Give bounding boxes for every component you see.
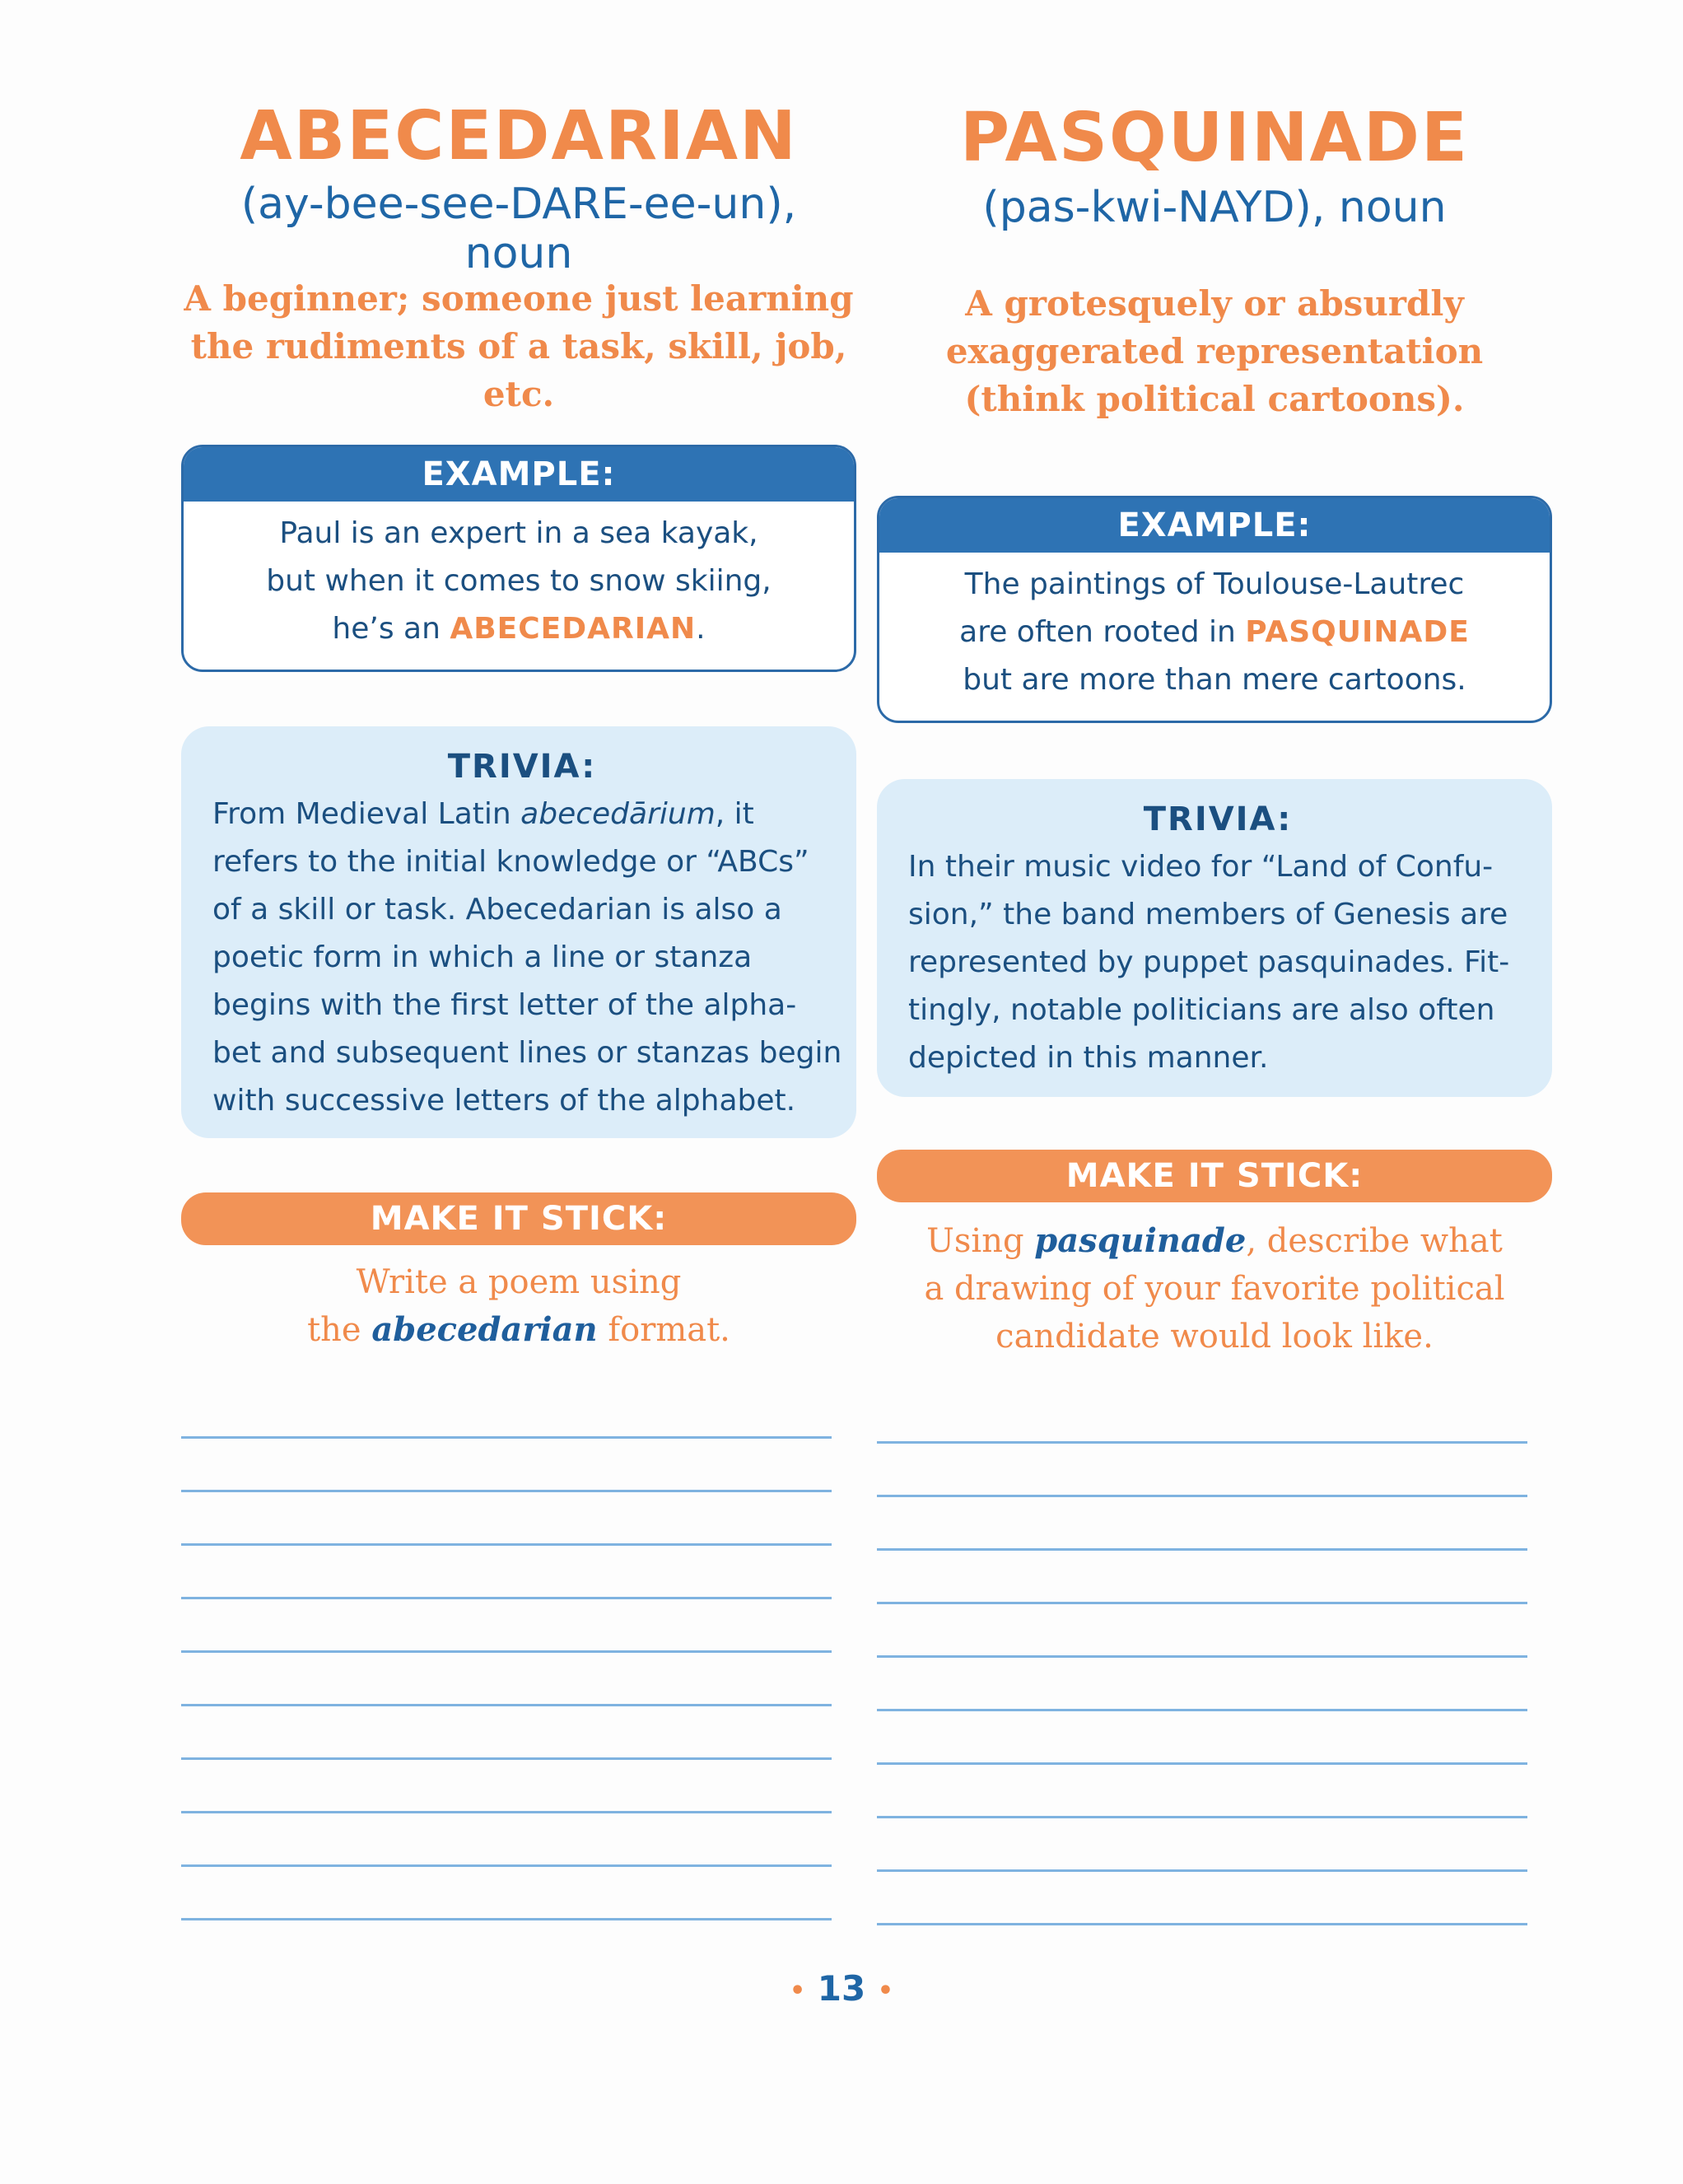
example-line [203,605,834,653]
example-heading: EXAMPLE: [879,498,1550,553]
trivia-line-text: From Medieval Latin [212,797,521,831]
writing-line[interactable] [181,1543,832,1546]
example-line [899,609,1530,656]
example-line-end: . [696,612,706,646]
trivia-line [212,791,832,838]
writing-line[interactable] [877,1816,1527,1818]
trivia-line: sion,” the band members of Genesis are [908,898,1508,931]
writing-line[interactable] [877,1762,1527,1765]
example-line: Paul is an expert in a sea kayak, [279,516,758,550]
prompt-line: Write a poem using [356,1263,682,1301]
example-box [181,445,856,672]
page-number-dot: • [877,1976,894,2005]
example-text [184,502,854,663]
make-it-stick-prompt [877,1217,1552,1360]
definition-line: A beginner; someone just learning [184,278,854,319]
make-it-stick-heading: MAKE IT STICK: [181,1192,856,1245]
trivia-heading: TRIVIA: [1143,800,1293,838]
trivia-line: tingly, notable politicians are also often [908,993,1495,1027]
prompt-line-text: format. [597,1311,730,1349]
trivia-line: refers to the initial knowledge or “ABCs” [212,845,809,879]
make-it-stick-prompt [181,1258,856,1354]
writing-line[interactable] [877,1869,1527,1872]
definition-line: (think political cartoons). [964,379,1465,419]
trivia-box [181,726,856,1138]
prompt-line [877,1217,1552,1265]
writing-line[interactable] [181,1864,832,1867]
page-number-dot: • [789,1976,806,2005]
vocab-word: abecedarian [371,1310,598,1349]
trivia-box [877,779,1552,1097]
writing-line[interactable] [877,1495,1527,1497]
writing-line[interactable] [877,1548,1527,1551]
example-line-text: he’s an [332,612,450,646]
example-line-text: are often rooted in [959,615,1246,649]
entry-pronunciation: (ay-bee-see-DARE-ee-un), noun [240,180,797,278]
highlighted-word: ABECEDARIAN [450,612,697,646]
example-box [877,496,1552,723]
prompt-line-text: the [307,1311,372,1349]
trivia-text [908,843,1527,1082]
page-number-value: 13 [817,1968,866,2009]
writing-line[interactable] [181,1436,832,1439]
definition-line: the rudiments of a task, skill, job, etc. [190,326,847,414]
entry-definition [181,275,856,418]
latin-term: abecedārium [520,797,716,831]
writing-line[interactable] [877,1923,1527,1925]
example-line: but when it comes to snow skiing, [266,564,772,598]
trivia-line: with successive letters of the alphabet. [212,1084,796,1118]
trivia-line-text: , it [715,797,754,831]
prompt-line: a drawing of your favorite political [924,1270,1505,1308]
writing-line[interactable] [181,1597,832,1599]
page-number [0,1968,1683,2009]
writing-line[interactable] [877,1709,1527,1711]
vocab-word: pasquinade [1034,1221,1247,1260]
example-heading: EXAMPLE: [184,447,854,502]
entry-word: PASQUINADE [959,99,1470,177]
writing-line[interactable] [877,1655,1527,1658]
make-it-stick-heading: MAKE IT STICK: [877,1150,1552,1202]
prompt-line-text: Using [926,1222,1035,1260]
prompt-line-text: , describe what [1246,1222,1503,1260]
entry-pronunciation: (pas-kwi-NAYD), noun [982,183,1447,232]
definition-line: A grotesquely or absurdly [965,283,1464,324]
writing-line[interactable] [181,1490,832,1492]
trivia-line: of a skill or task. Abecedarian is also a [212,893,782,926]
trivia-line: bet and subsequent lines or stanzas begin [212,1036,842,1070]
writing-line[interactable] [181,1757,832,1760]
trivia-heading: TRIVIA: [447,748,597,786]
example-line: The paintings of Toulouse-Lautrec [964,567,1465,601]
trivia-text [212,791,842,1125]
prompt-line: candidate would look like. [995,1318,1434,1356]
trivia-line: depicted in this manner. [908,1041,1269,1075]
trivia-line: represented by puppet pasquinades. Fit- [908,945,1510,979]
prompt-line [181,1306,856,1354]
writing-line[interactable] [181,1811,832,1813]
writing-line[interactable] [877,1602,1527,1604]
writing-line[interactable] [877,1441,1527,1444]
entry-word: ABECEDARIAN [240,97,798,175]
writing-line[interactable] [181,1650,832,1653]
trivia-line: begins with the first letter of the alpha- [212,988,797,1022]
entry-definition [877,280,1552,423]
writing-line[interactable] [181,1704,832,1706]
definition-line: exaggerated representation [945,331,1484,371]
trivia-line: In their music video for “Land of Confu- [908,850,1494,884]
highlighted-word: PASQUINADE [1245,615,1470,649]
example-text [879,553,1550,714]
example-line: but are more than mere cartoons. [963,663,1466,697]
writing-line[interactable] [181,1918,832,1920]
trivia-line: poetic form in which a line or stanza [212,940,753,974]
